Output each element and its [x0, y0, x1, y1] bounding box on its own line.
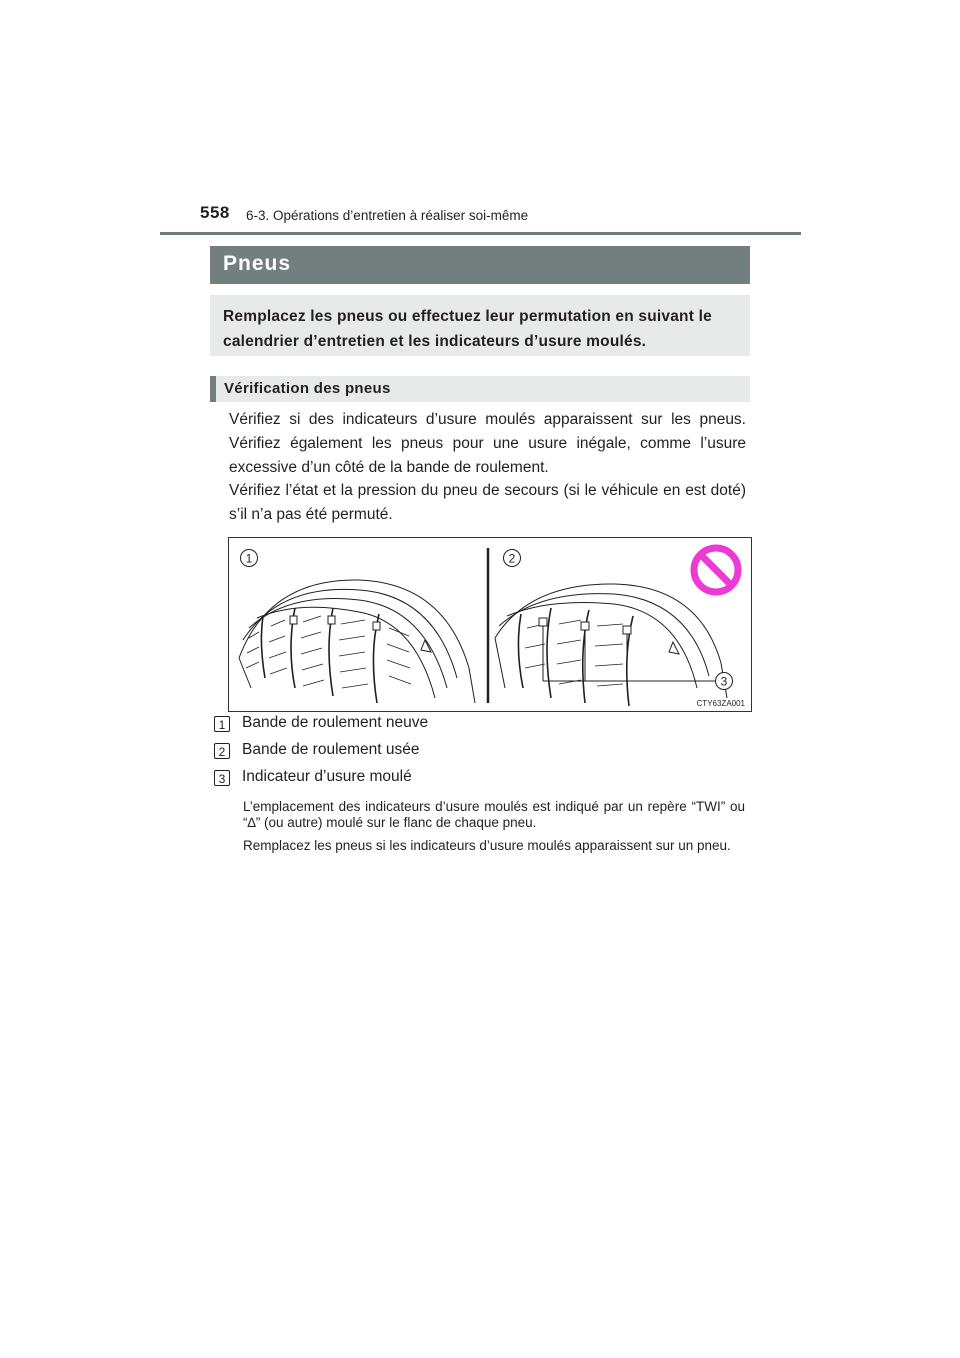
- title-bar: [210, 246, 750, 284]
- callout-2: [504, 550, 521, 567]
- new-tire-drawing: [239, 580, 475, 703]
- tire-tread-figure: [228, 537, 752, 712]
- intro-box: [210, 295, 750, 356]
- legend-number: 3: [214, 770, 230, 786]
- legend-label: Bande de roulement neuve: [242, 714, 429, 731]
- svg-text:1: 1: [245, 551, 253, 566]
- callout-3: [716, 673, 733, 690]
- page-number: 558: [200, 203, 230, 222]
- legend-number: 1: [214, 716, 230, 732]
- note-paragraph: L’emplacement des indicateurs d’usure moulés est indiqué par un repère “TWI” ou “∆” (ou autre) moulé sur le flanc de chaque pneu.: [243, 799, 745, 830]
- figure-code: CTY63ZA001: [696, 699, 745, 708]
- tire-illustration: [229, 538, 751, 711]
- body-paragraph: Vérifiez l’état et la pression du pneu de secours (si le véhicule en est doté) s’il n’a pas été permuté.: [229, 482, 746, 523]
- subsection-title: Vérification des pneus: [224, 380, 391, 397]
- callout-1: [241, 550, 258, 567]
- subsection-accent-bar: [210, 376, 216, 402]
- legend-number: 2: [214, 743, 230, 759]
- body-paragraph: Vérifiez si des indicateurs d’usure moulés apparaissent sur les pneus. Vérifiez également les pneus pour une usure inégale, comme l’usure excessive d’un côté de la bande de roulement.: [229, 411, 746, 476]
- svg-text:2: 2: [508, 551, 516, 566]
- legend-label: Indicateur d’usure moulé: [242, 768, 412, 785]
- subsection-header: [210, 376, 750, 402]
- section-title: 6-3. Opérations d’entretien à réaliser soi-même: [246, 208, 529, 223]
- svg-text:3: 3: [720, 674, 728, 689]
- intro-text: Remplacez les pneus ou effectuez leur permutation en suivant le calendrier d’entretien et les indicateurs d’usure moulés.: [223, 308, 712, 350]
- legend-label: Bande de roulement usée: [242, 741, 420, 758]
- header-rule: [160, 232, 801, 235]
- prohibition-icon: [694, 548, 738, 592]
- page-title: Pneus: [223, 252, 292, 275]
- worn-tire-drawing: [495, 584, 727, 706]
- note-paragraph: Remplacez les pneus si les indicateurs d’usure moulés apparaissent sur un pneu.: [243, 838, 731, 853]
